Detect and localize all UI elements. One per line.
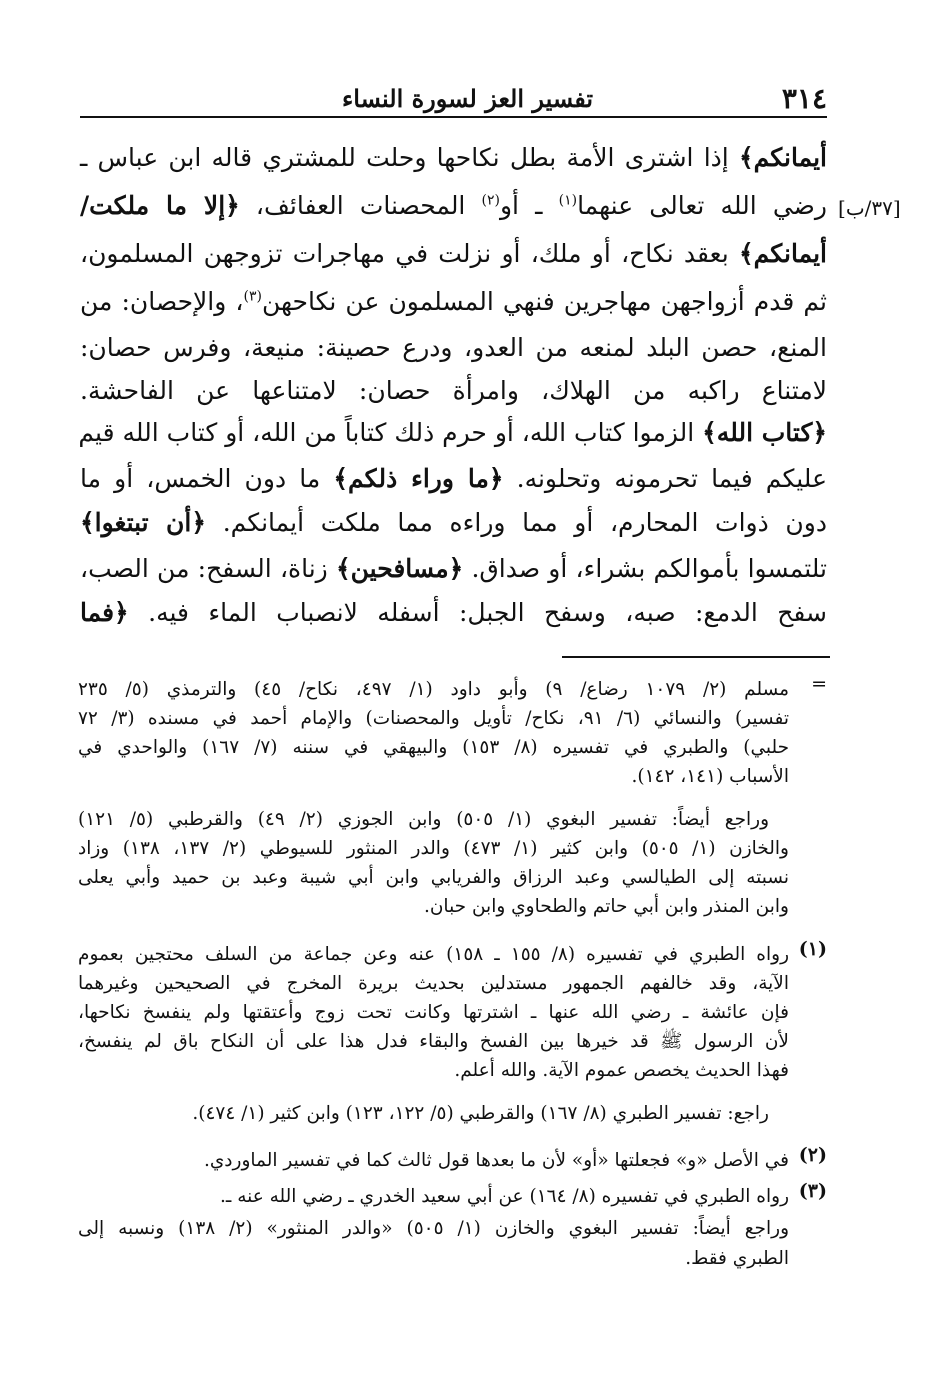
footnote-line: وراجع أيضاً: تفسير البغوي والخازن (١/ ٥٠٥) «والدر المنثور» (٢/ ١٣٨) ونسبه إلى [78,1218,790,1239]
text-line: سفح الدمع: صبه، وسفح الجبل: أسفله لانصباب الماء فيه. ﴿فما [80,598,827,627]
footnote-line: نسبته إلى الطيالسي وعبد الرزاق والفريابي وابن أبي شيبة وعبد بن حميد وأبي يعلى [78,867,789,888]
text-line: أيمانكم﴾ بعقد نكاح، أو ملك، أو نزلت في مهاجرات تزوجهن المسلمون، [80,239,827,268]
running-title: تفسير العز لسورة النساء [342,84,594,113]
text-line: المنع، حصن البلد لمنعه من العدو، ودرع حصينة: منيعة، وفرس حصان: [80,333,827,362]
footnote-line: الطبري فقط. [685,1248,789,1269]
footnote-line: رواه الطبري في تفسيره (٨/ ١٦٤) عن أبي سعيد الخدري ـ رضي الله عنه ـ. [220,1186,789,1207]
page-number: ٣١٤ [781,82,827,115]
text-line: لامتناع راكبه من الهلاك، وامرأة حصان: لامتناعها عن الفاحشة. [80,376,827,405]
footnote-line: راجع: تفسير الطبري (٨/ ١٦٧) والقرطبي (٥/ ١٢٢، ١٢٣) وابن كثير (١/ ٤٧٤). [192,1103,769,1124]
footnote-marker: (٣) [798,1180,827,1202]
manuscript-folio-note: [٣٧/ب] [838,196,901,220]
footnote-line: لأن الرسول ﷺ قد خيرها بين الفسخ والبقاء فدل هذا على أن النكاح باق لم ينفسخ، [78,1031,789,1052]
footnote-line: تفسير) والنسائي (٦/ ٩١، نكاح/ تأويل والمحصنات) والإمام أحمد في مسنده (٣/ ٧٢ [78,708,789,729]
text-line: دون ذوات المحارم، أو مما وراءه مما ملكت أيمانكم. ﴿أن تبتغوا﴾ [80,508,827,537]
text-line: رضي الله تعالى عنهما$^{(١)}$ ـ أو$^{(٢)}$ المحصنات العفائف، ﴿إلا ما ملكت/ [80,191,827,220]
text-line: عليكم فيما تحرمونه وتحلونه. ﴿ما وراء ذلكم﴾ ما دون الخمس، أو ما [80,464,827,493]
page-header [80,80,827,118]
footnote-marker: (١) [798,938,827,960]
footnote-marker: (٢) [798,1144,827,1166]
footnote-line: حلبي) والطبري في تفسيره (٨/ ١٥٣) والبيهقي في سننه (٧/ ١٦٧) والواحدي في [78,737,790,758]
text-line: أيمانكم﴾ إذا اشترى الأمة بطل نكاحها وحلت للمشتري قاله ابن عباس ـ [80,143,827,172]
footnote-line: فهذا الحديث يخصص عموم الآية. والله أعلم. [454,1060,789,1081]
footnote-line: مسلم (٢/ ١٠٧٩ رضاع/ ٩) وأبو داود (١/ ٤٩٧، نكاح/ ٤٥) والترمذي (٥/ ٢٣٥ [78,679,789,700]
footnote-line: الآية، وقد خالفهم الجمهور مستدلين بحديث بريرة المخرج في الصحيحين وغيرهما [78,973,789,994]
footnote-marker: = [811,673,827,695]
footnote-line: وابن المنذر وابن أبي حاتم والطحاوي وابن حبان. [423,896,789,917]
text-line: ثم قدم أزواجهن مهاجرين فنهي المسلمون عن نكاحهن$^{(٣)}$، والإحصان: من [80,287,827,316]
footnote-separator [562,656,830,658]
footnote-line: الأسباب (١٤١، ١٤٢). [631,766,789,787]
footnote-line: وراجع أيضاً: تفسير البغوي (١/ ٥٠٥) وابن الجوزي (٢/ ٤٩) والقرطبي (٥/ ١٢١) [78,809,770,830]
footnote-line: في الأصل «و» فجعلتها «أو» لأن ما بعدها قول ثالث كما في تفسير الماوردي. [203,1150,789,1171]
text-line: ﴿كتاب الله﴾ الزموا كتاب الله، أو حرم ذلك كتاباً من الله، أو كتاب الله قيم [78,418,827,447]
footnote-line: رواه الطبري في تفسيره (٨/ ١٥٥ ـ ١٥٨) عنه وعن جماعة من السلف محتجين بعموم [78,944,789,965]
text-line: تلتمسوا بأموالكم بشراء، أو صداق. ﴿مسافحين﴾ زناة، السفح: من الصب، [80,554,827,583]
footnote-line: فإن عائشة ـ رضي الله عنها ـ اشترتها وكانت تحت زوج وأعتقتها ولم ينفسخ نكاحها، [78,1002,789,1023]
footnote-line: والخازن (١/ ٥٠٥) وابن كثير (١/ ٤٧٣) والدر المنثور للسيوطي (٢/ ١٣٧، ١٣٨) وزاد [78,838,789,859]
